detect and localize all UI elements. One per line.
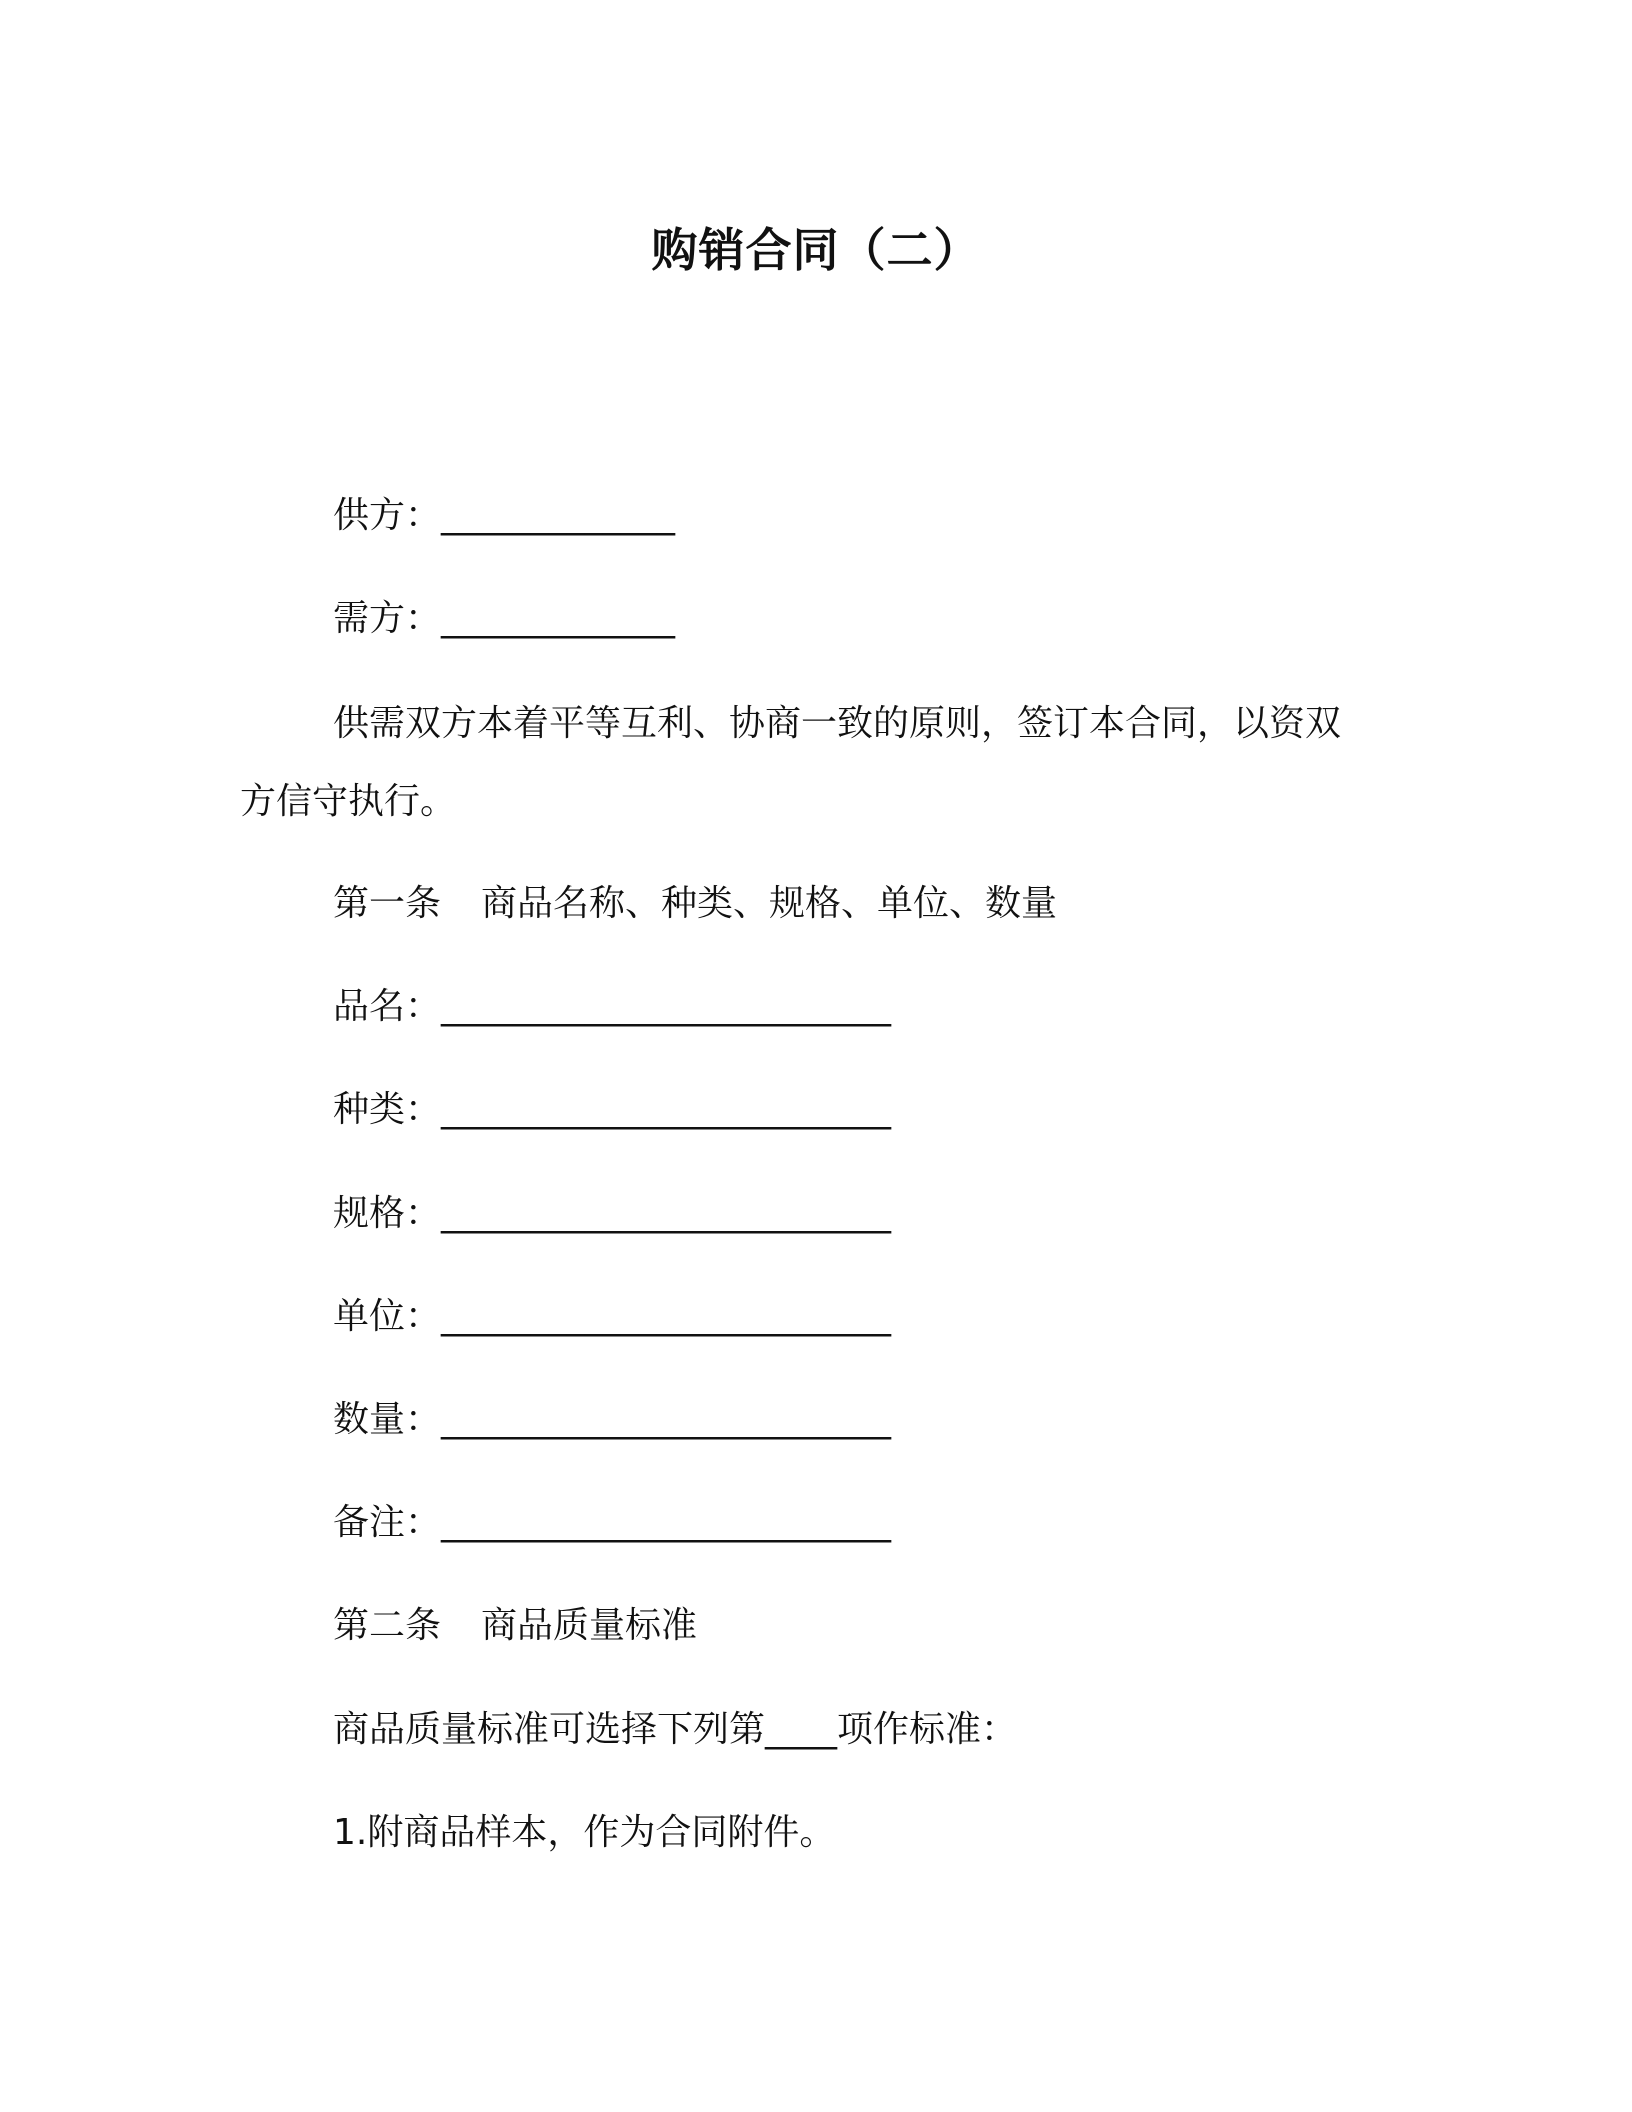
remarks-line: 备注：_________________________ (333, 1502, 892, 1543)
spec-line: 规格：_________________________ (333, 1193, 892, 1234)
quantity-line: 数量：_________________________ (333, 1399, 892, 1440)
product-name-line: 品名：_________________________ (333, 986, 892, 1027)
intro-paragraph-line-2: 方信守执行。 (240, 781, 457, 822)
article-1-title: 商品名称、种类、规格、单位、数量 (481, 883, 1058, 924)
category-line: 种类：_________________________ (333, 1089, 892, 1130)
document-title: 购销合同（二） (651, 223, 981, 277)
unit-line: 单位：_________________________ (333, 1296, 892, 1337)
buyer-line: 需方：_____________ (333, 598, 676, 639)
intro-paragraph-line-1: 供需双方本着平等互利、协商一致的原则，签订本合同，以资双 (333, 703, 1342, 744)
article-1-heading (333, 880, 1057, 928)
quality-item-1-line: 1.附商品样本，作为合同附件。 (333, 1812, 836, 1853)
article-1-number: 第一条 (333, 883, 442, 924)
article-2-heading (333, 1602, 697, 1650)
article-2-title: 商品质量标准 (481, 1605, 698, 1646)
quality-intro-line: 商品质量标准可选择下列第____项作标准： (333, 1709, 1018, 1750)
supplier-line: 供方：_____________ (333, 495, 676, 536)
article-2-number: 第二条 (333, 1605, 442, 1646)
